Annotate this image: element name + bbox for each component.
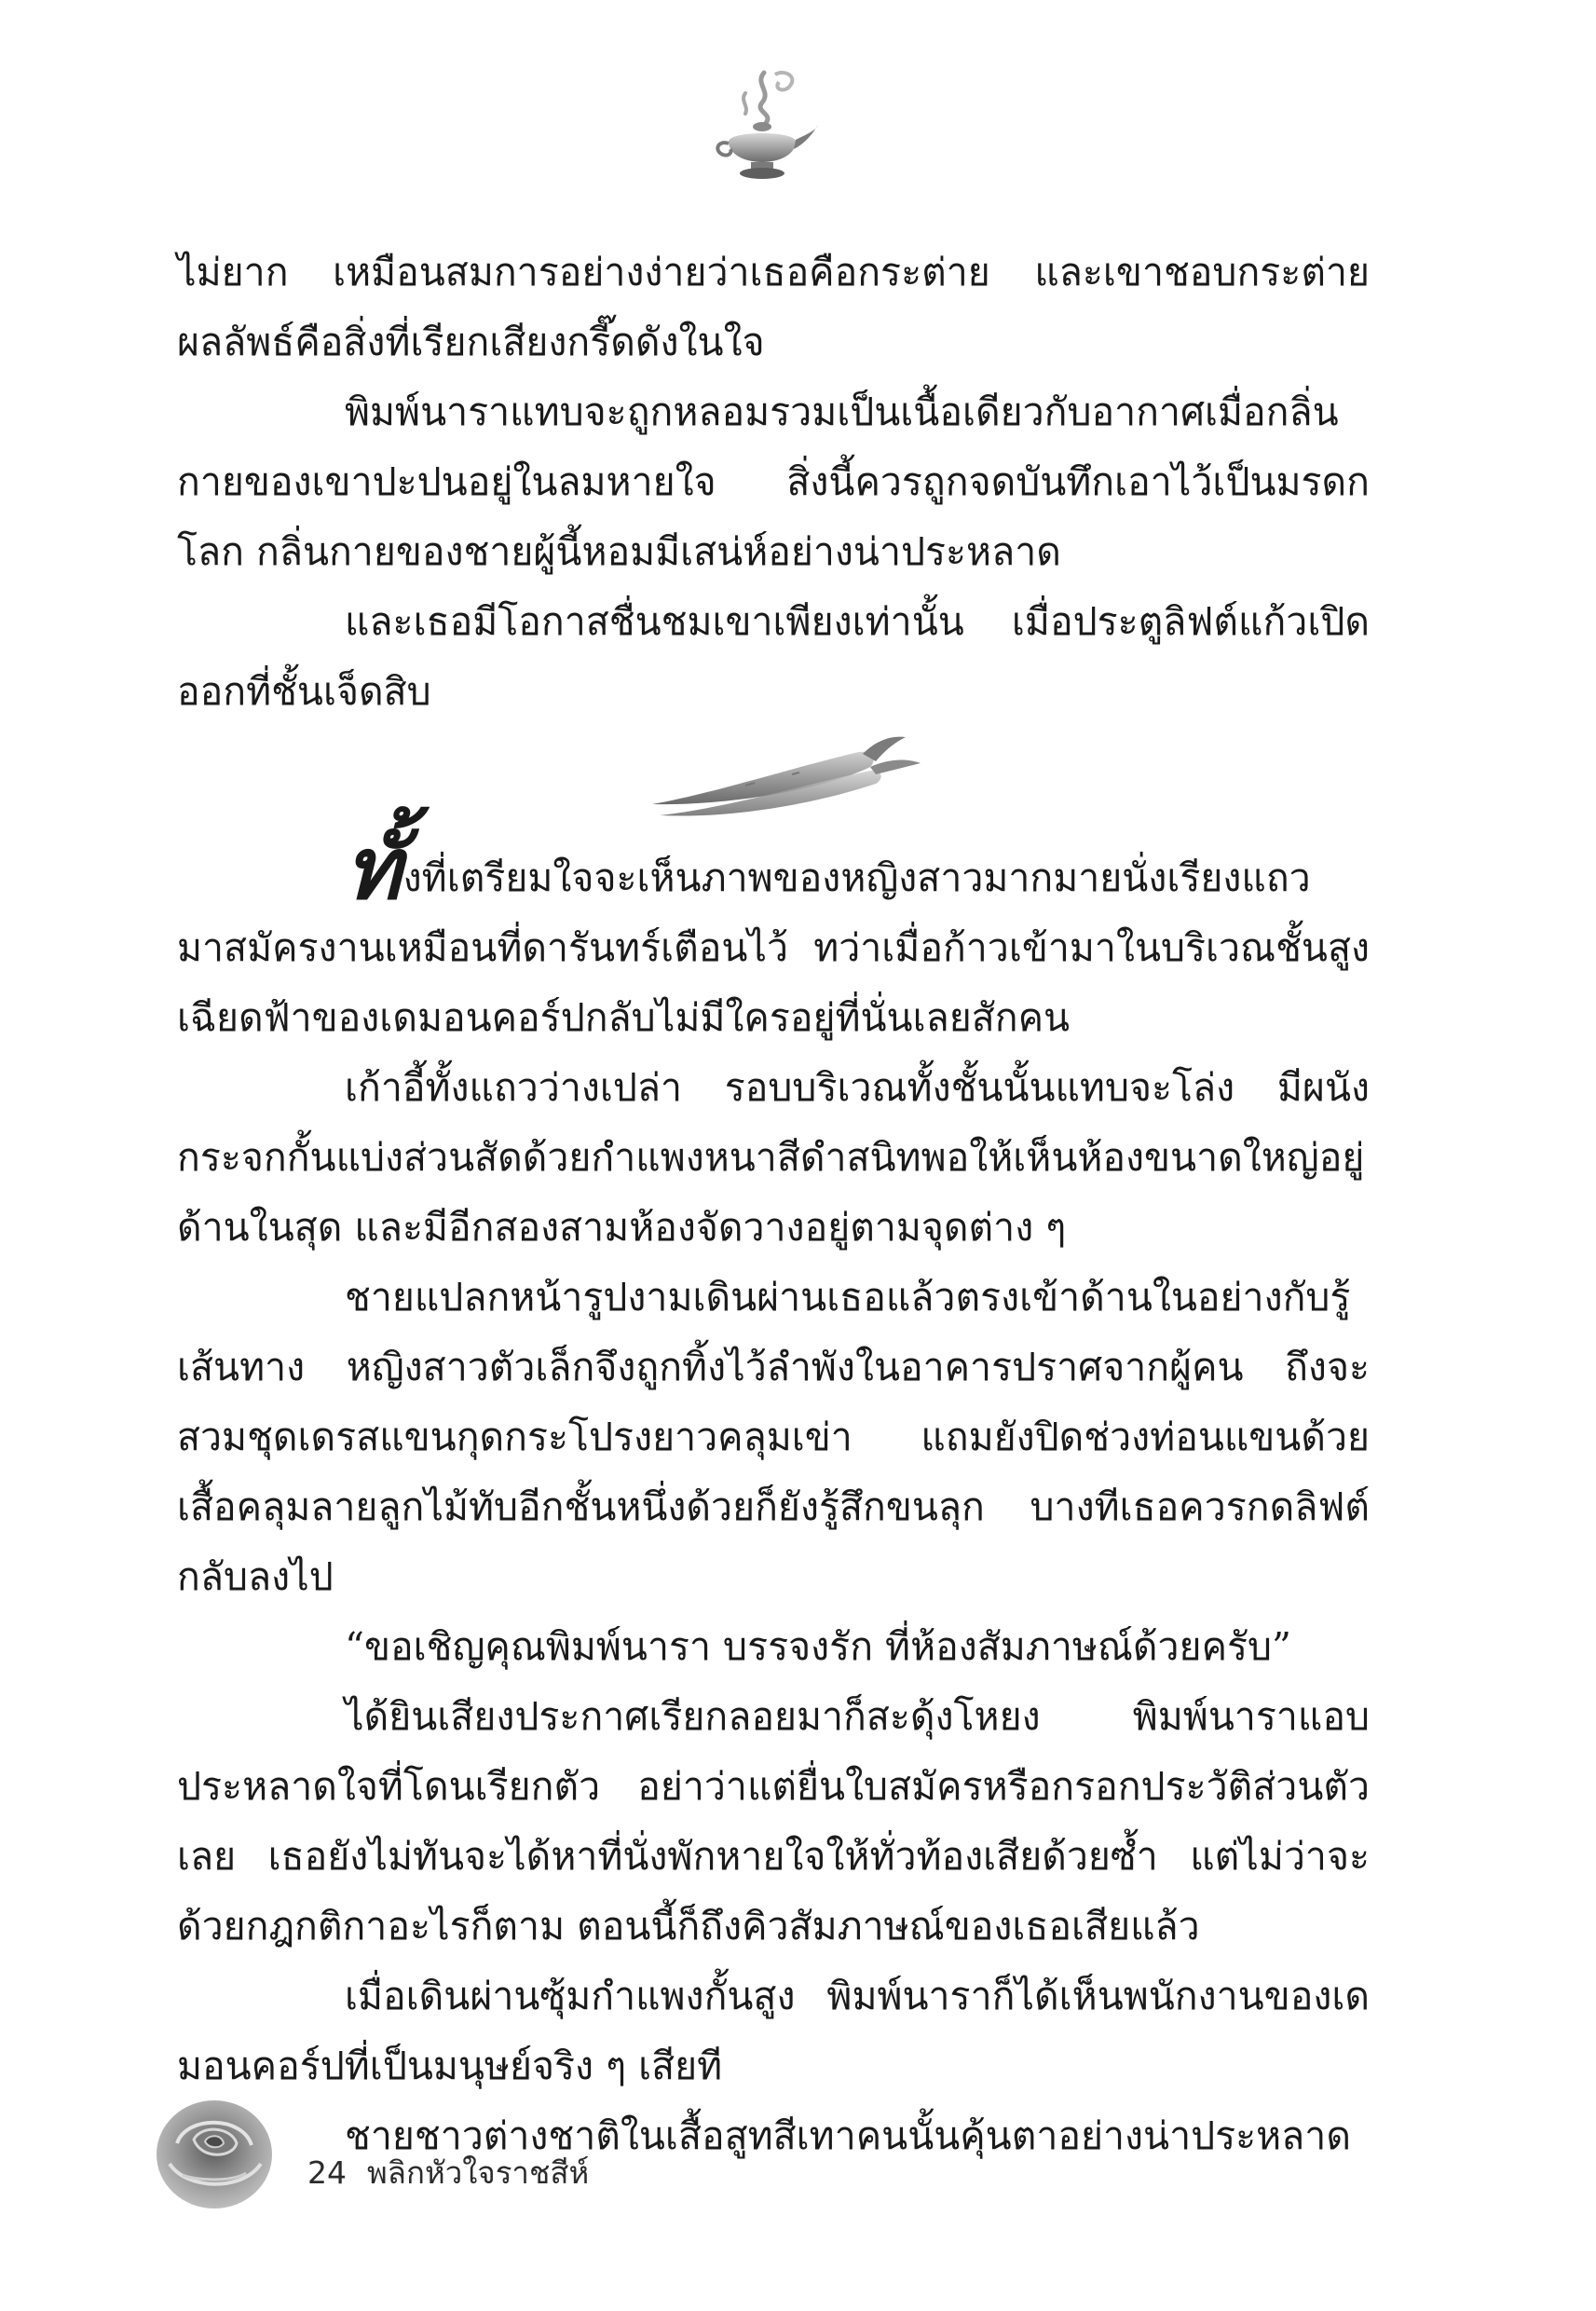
- paragraph: พิมพ์นาราแทบจะถูกหลอมรวมเป็นเนื้อเดียวกับอากาศเมื่อกลิ่นกายของเขาปะปนอยู่ในลมหายใจ สิ่งนี้ควรถูกจดบันทึกเอาไว้เป็นมรดกโลก กลิ่นกายของชายผู้นี้หอมมีเสน่ห์อย่างน่าประหลาด: [177, 390, 1370, 574]
- opening-paragraph: [177, 818, 1370, 1053]
- dialogue-paragraph: “ขอเชิญคุณพิมพ์นารา บรรจงรัก ที่ห้องสัมภาษณ์ด้วยครับ”: [345, 1624, 1292, 1669]
- paragraph: ชายชาวต่างชาติในเสื้อสูทสีเทาคนนั้นคุ้นตาอย่างน่าประหลาด: [345, 2113, 1351, 2158]
- carrot-icon: [643, 722, 922, 825]
- paragraph: ได้ยินเสียงประกาศเรียกลอยมาก็สะดุ้งโหยง พิมพ์นาราแอบประหลาดใจที่โดนเรียกตัว อย่าว่าแต่ยื่นใบสมัครหรือกรอกประวัติส่วนตัวเลย เธอยังไม่ทันจะได้หาที่นั่งพักหายใจให้ทั่วท้องเสียด้วยซ้ำ แต่ไม่ว่าจะด้วยกฎกติกาอะไรก็ตาม ตอนนี้ก็ถึงคิวสัมภาษณ์ของเธอเสียแล้ว: [177, 1694, 1370, 1949]
- section-1-text: [177, 238, 1370, 727]
- section-2-text: [177, 818, 1370, 2171]
- paragraph: และเธอมีโอกาสชื่นชมเขาเพียงเท่านั้น เมื่อประตูลิฟต์แก้วเปิดออกที่ชั้นเจ็ดสิบ: [177, 599, 1370, 714]
- drop-cap: ทั้: [345, 818, 402, 919]
- paragraph: เก้าอี้ทั้งแถวว่างเปล่า รอบบริเวณทั้งชั้นนั้นแทบจะโล่ง มีผนังกระจกกั้นแบ่งส่วนสัดด้วยกำแพงหนาสีดำสนิทพอให้เห็นห้องขนาดใหญ่อยู่ด้านในสุด และมีอีกสองสามห้องจัดวางอยู่ตามจุดต่าง ๆ: [177, 1065, 1370, 1250]
- genie-lamp-icon: [708, 65, 820, 186]
- page-number: 24: [307, 2154, 347, 2191]
- paragraph: ไม่ยาก เหมือนสมการอย่างง่ายว่าเธอคือกระต่าย และเขาชอบกระต่าย ผลลัพธ์คือสิ่งที่เรียกเสียงกรี๊ดดังในใจ: [177, 250, 1370, 364]
- book-title: พลิกหัวใจราชสีห์: [367, 2154, 590, 2191]
- rose-icon: [149, 2087, 280, 2218]
- page-footer: [307, 2148, 589, 2197]
- opening-paragraph-text: งที่เตรียมใจจะเห็นภาพของหญิงสาวมากมายนั่งเรียงแถวมาสมัครงานเหมือนที่ดารันทร์เตือนไว้ ทว่าเมื่อก้าวเข้ามาในบริเวณชั้นสูงเฉียดฟ้าของเดมอนคอร์ปกลับไม่มีใครอยู่ที่นั่นเลยสักคน: [177, 855, 1370, 1040]
- paragraph: เมื่อเดินผ่านซุ้มกำแพงกั้นสูง พิมพ์นาราก็ได้เห็นพนักงานของเดมอนคอร์ปที่เป็นมนุษย์จริง ๆ เสียที: [177, 1974, 1370, 2088]
- paragraph: ชายแปลกหน้ารูปงามเดินผ่านเธอแล้วตรงเข้าด้านในอย่างกับรู้เส้นทาง หญิงสาวตัวเล็กจึงถูกทิ้งไว้ลำพังในอาคารปราศจากผู้คน ถึงจะสวมชุดเดรสแขนกุดกระโปรงยาวคลุมเข่า แถมยังปิดช่วงท่อนแขนด้วยเสื้อคลุมลายลูกไม้ทับอีกชั้นหนึ่งด้วยก็ยังรู้สึกขนลุก บางทีเธอควรกดลิฟต์กลับลงไป: [177, 1275, 1370, 1599]
